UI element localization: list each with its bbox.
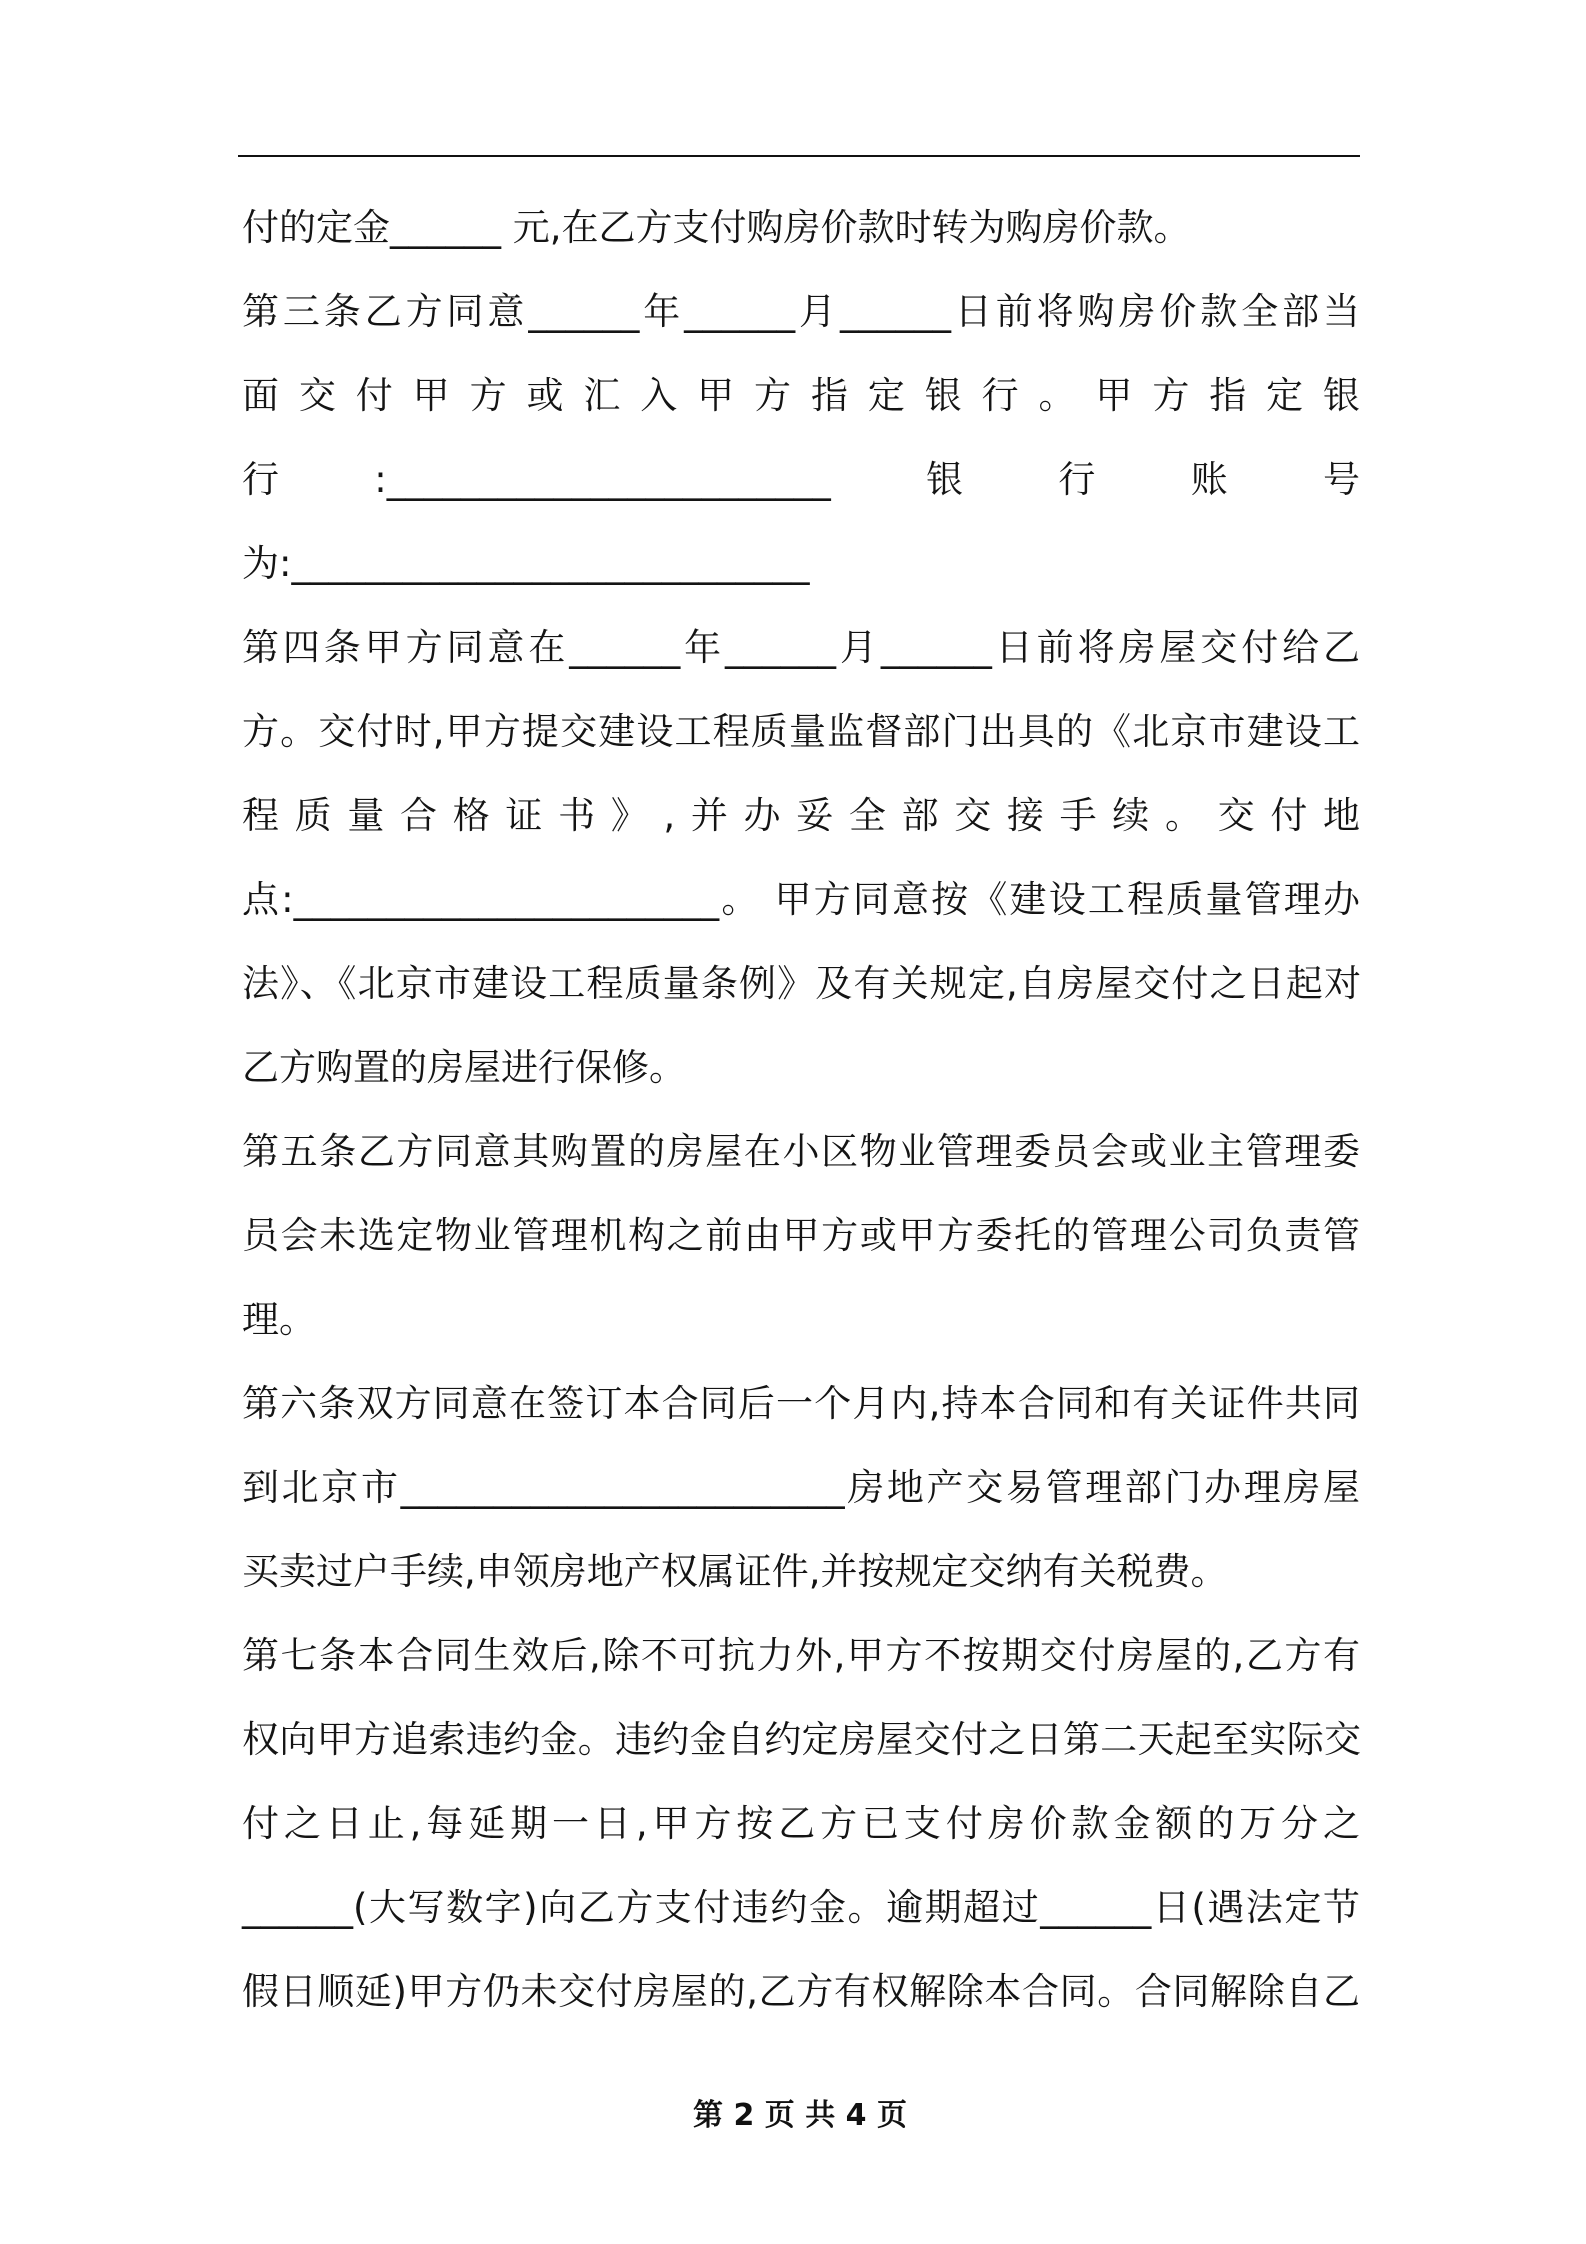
text-line: ______(大写数字)向乙方支付违约金。逾期超过______日(遇法定节 [242, 1886, 1360, 1929]
text-line: 理。 [242, 1298, 316, 1341]
text-line: 付的定金______ 元,在乙方支付购房价款时转为购房价款。 [242, 206, 1191, 249]
text-line: 假日顺延)甲方仍未交付房屋的,乙方有权解除本合同。合同解除自乙 [242, 1970, 1360, 2013]
text-line: 面交付甲方或汇入甲方指定银行。甲方指定银 [242, 374, 1360, 417]
header-rule [238, 155, 1360, 157]
text-line: 第七条本合同生效后,除不可抗力外,甲方不按期交付房屋的,乙方有 [242, 1634, 1360, 1677]
text-line: 为:____________________________ [242, 542, 810, 585]
text-line: 乙方购置的房屋进行保修。 [242, 1046, 686, 1089]
text-line: 到北京市________________________房地产交易管理部门办理房屋 [242, 1466, 1360, 1509]
total-pages-number: 4 [845, 2098, 867, 2133]
page-indicator-middle: 页 共 [764, 2098, 836, 2133]
text-line: 第三条乙方同意______年______月______日前将购房价款全部当 [242, 290, 1360, 333]
text-line: 付之日止,每延期一日,甲方按乙方已支付房价款金额的万分之 [242, 1802, 1360, 1845]
text-line: 点:_______________________。 甲方同意按《建设工程质量管理办 [242, 878, 1360, 921]
text-line: 权向甲方追索违约金。违约金自约定房屋交付之日第二天起至实际交 [242, 1718, 1360, 1761]
text-line: 程质量合格证书》,并办妥全部交接手续。交付地 [242, 794, 1360, 837]
text-line: 行:________________________银行账号 [242, 458, 1360, 501]
text-line: 第四条甲方同意在______年______月______日前将房屋交付给乙 [242, 626, 1360, 669]
text-line: 员会未选定物业管理机构之前由甲方或甲方委托的管理公司负责管 [242, 1214, 1360, 1257]
text-line: 方。交付时,甲方提交建设工程质量监督部门出具的《北京市建设工 [242, 710, 1360, 753]
current-page-number: 2 [733, 2098, 755, 2133]
page-indicator-prefix: 第 [692, 2098, 723, 2133]
text-line: 法》、《北京市建设工程质量条例》及有关规定,自房屋交付之日起对 [242, 962, 1360, 1005]
text-line: 第五条乙方同意其购置的房屋在小区物业管理委员会或业主管理委 [242, 1130, 1360, 1173]
page-indicator-suffix: 页 [877, 2098, 907, 2133]
text-line: 第六条双方同意在签订本合同后一个月内,持本合同和有关证件共同 [242, 1382, 1360, 1425]
document-body [242, 186, 1360, 2034]
page-indicator [0, 2094, 1586, 2138]
text-line: 买卖过户手续,申领房地产权属证件,并按规定交纳有关税费。 [242, 1550, 1228, 1593]
